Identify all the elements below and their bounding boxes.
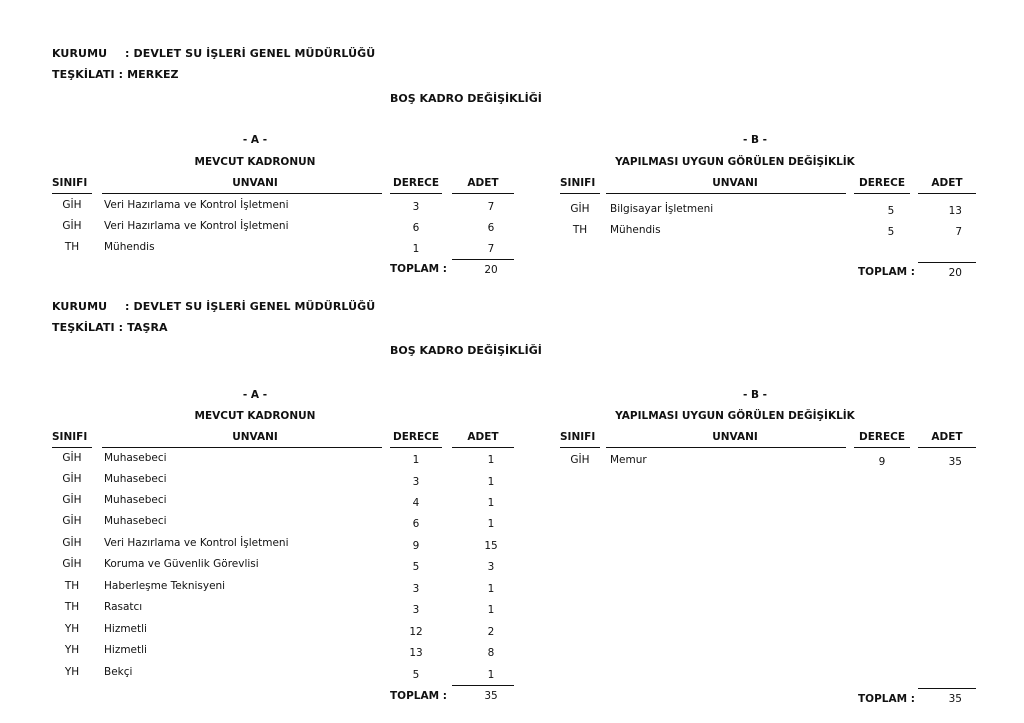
kurum-label: KURUMU xyxy=(52,300,108,313)
panel-b-heading: YAPILMASI UYGUN GÖRÜLEN DEĞİŞİKLİK xyxy=(615,156,855,168)
cell-unvani: Memur xyxy=(610,454,647,466)
cell-adet: 15 xyxy=(484,540,498,552)
cell-derece: 1 xyxy=(412,243,420,255)
col-header-sinifi: SINIFI xyxy=(560,431,596,443)
total-rule xyxy=(918,262,976,263)
col-header-adet: ADET xyxy=(931,177,963,189)
col-header-adet: ADET xyxy=(467,177,499,189)
cell-adet: 1 xyxy=(487,583,495,595)
total-value: 20 xyxy=(484,264,498,276)
header-rule xyxy=(102,447,382,448)
cell-adet: 1 xyxy=(487,604,495,616)
col-header-adet: ADET xyxy=(931,431,963,443)
header-rule xyxy=(854,193,910,194)
cell-sinifi: GİH xyxy=(62,537,82,549)
cell-derece: 5 xyxy=(887,226,895,238)
cell-derece: 6 xyxy=(412,222,420,234)
cell-adet: 1 xyxy=(487,669,495,681)
cell-adet: 2 xyxy=(487,626,495,638)
cell-adet: 7 xyxy=(487,201,495,213)
teskilat-line xyxy=(52,321,168,334)
total-rule xyxy=(452,685,514,686)
header-rule xyxy=(606,447,846,448)
cell-unvani: Veri Hazırlama ve Kontrol İşletmeni xyxy=(104,537,289,549)
panel-b-marker: - B - xyxy=(742,134,768,146)
cell-sinifi: GİH xyxy=(62,473,82,485)
cell-sinifi: TH xyxy=(64,241,80,253)
col-header-unvani: UNVANI xyxy=(232,431,278,443)
header-rule xyxy=(452,447,514,448)
cell-unvani: Bilgisayar İşletmeni xyxy=(610,203,714,215)
cell-unvani: Hizmetli xyxy=(104,623,147,635)
cell-sinifi: GİH xyxy=(570,203,590,215)
kurum-label: KURUMU xyxy=(52,47,108,60)
cell-adet: 35 xyxy=(948,456,962,468)
cell-unvani: Muhasebeci xyxy=(104,494,167,506)
total-rule xyxy=(918,688,976,689)
cell-sinifi: GİH xyxy=(62,515,82,527)
cell-derece: 3 xyxy=(412,201,420,213)
panel-a-marker: - A - xyxy=(242,389,268,401)
col-header-derece: DERECE xyxy=(858,431,906,443)
cell-unvani: Rasatcı xyxy=(104,601,143,613)
page-title: BOŞ KADRO DEĞİŞİKLİĞİ xyxy=(390,92,542,105)
header-rule xyxy=(560,193,600,194)
col-header-unvani: UNVANI xyxy=(712,431,758,443)
cell-derece: 3 xyxy=(412,476,420,488)
total-value: 20 xyxy=(948,267,962,279)
total-value: 35 xyxy=(948,693,962,705)
cell-derece: 12 xyxy=(409,626,423,638)
teskilat-value: TAŞRA xyxy=(127,321,168,334)
header-rule xyxy=(918,193,976,194)
cell-derece: 4 xyxy=(412,497,420,509)
panel-a-marker: - A - xyxy=(242,134,268,146)
kurum-sep: : xyxy=(125,300,130,313)
cell-derece: 6 xyxy=(412,518,420,530)
cell-unvani: Haberleşme Teknisyeni xyxy=(104,580,226,592)
header-rule xyxy=(560,447,600,448)
cell-adet: 3 xyxy=(487,561,495,573)
kurum-line xyxy=(52,300,375,313)
col-header-sinifi: SINIFI xyxy=(52,431,88,443)
cell-derece: 9 xyxy=(878,456,886,468)
cell-sinifi: TH xyxy=(572,224,588,236)
cell-unvani: Mühendis xyxy=(104,241,155,253)
header-rule xyxy=(52,193,92,194)
col-header-unvani: UNVANI xyxy=(712,177,758,189)
cell-adet: 7 xyxy=(487,243,495,255)
total-value: 35 xyxy=(484,690,498,702)
cell-sinifi: YH xyxy=(64,644,80,656)
cell-sinifi: YH xyxy=(64,666,80,678)
cell-derece: 5 xyxy=(412,561,420,573)
cell-unvani: Muhasebeci xyxy=(104,473,167,485)
header-rule xyxy=(390,193,442,194)
cell-unvani: Muhasebeci xyxy=(104,452,167,464)
panel-b-heading: YAPILMASI UYGUN GÖRÜLEN DEĞİŞİKLİK xyxy=(615,410,855,422)
panel-a-heading: MEVCUT KADRONUN xyxy=(194,410,316,422)
cell-unvani: Veri Hazırlama ve Kontrol İşletmeni xyxy=(104,220,289,232)
kurum-value: DEVLET SU İŞLERİ GENEL MÜDÜRLÜĞÜ xyxy=(133,47,376,60)
cell-unvani: Muhasebeci xyxy=(104,515,167,527)
cell-adet: 1 xyxy=(487,454,495,466)
col-header-sinifi: SINIFI xyxy=(52,177,88,189)
header-rule xyxy=(52,447,92,448)
col-header-unvani: UNVANI xyxy=(232,177,278,189)
cell-sinifi: GİH xyxy=(62,494,82,506)
cell-sinifi: YH xyxy=(64,623,80,635)
col-header-derece: DERECE xyxy=(858,177,906,189)
cell-derece: 9 xyxy=(412,540,420,552)
cell-unvani: Mühendis xyxy=(610,224,661,236)
total-rule xyxy=(452,259,514,260)
col-header-derece: DERECE xyxy=(392,177,440,189)
cell-sinifi: GİH xyxy=(62,220,82,232)
total-label: TOPLAM : xyxy=(390,263,447,275)
header-rule xyxy=(390,447,442,448)
cell-unvani: Koruma ve Güvenlik Görevlisi xyxy=(104,558,259,570)
cell-adet: 13 xyxy=(948,205,962,217)
cell-derece: 3 xyxy=(412,604,420,616)
cell-unvani: Bekçi xyxy=(104,666,133,678)
total-label: TOPLAM : xyxy=(858,693,915,705)
cell-derece: 5 xyxy=(412,669,420,681)
cell-derece: 13 xyxy=(409,647,423,659)
cell-adet: 8 xyxy=(487,647,495,659)
kurum-value: DEVLET SU İŞLERİ GENEL MÜDÜRLÜĞÜ xyxy=(133,300,376,313)
teskilat-label: TEŞKİLATI : xyxy=(52,321,124,334)
total-label: TOPLAM : xyxy=(390,690,447,702)
teskilat-value: MERKEZ xyxy=(127,68,179,81)
cell-adet: 7 xyxy=(955,226,962,238)
header-rule xyxy=(918,447,976,448)
cell-derece: 1 xyxy=(412,454,420,466)
cell-sinifi: TH xyxy=(64,601,80,613)
header-rule xyxy=(102,193,382,194)
kurum-sep: : xyxy=(125,47,130,60)
cell-adet: 1 xyxy=(487,497,495,509)
cell-adet: 1 xyxy=(487,476,495,488)
teskilat-line xyxy=(52,68,179,81)
cell-derece: 3 xyxy=(412,583,420,595)
cell-adet: 1 xyxy=(487,518,495,530)
panel-a-heading: MEVCUT KADRONUN xyxy=(194,156,316,168)
panel-b-marker: - B - xyxy=(742,389,768,401)
cell-sinifi: GİH xyxy=(62,199,82,211)
col-header-adet: ADET xyxy=(467,431,499,443)
header-rule xyxy=(452,193,514,194)
cell-adet: 6 xyxy=(487,222,495,234)
teskilat-label: TEŞKİLATI : xyxy=(52,68,124,81)
total-label: TOPLAM : xyxy=(858,266,915,278)
col-header-derece: DERECE xyxy=(392,431,440,443)
cell-sinifi: GİH xyxy=(570,454,590,466)
cell-derece: 5 xyxy=(887,205,895,217)
header-rule xyxy=(606,193,846,194)
cell-sinifi: GİH xyxy=(62,452,82,464)
page-title: BOŞ KADRO DEĞİŞİKLİĞİ xyxy=(390,344,542,357)
cell-sinifi: TH xyxy=(64,580,80,592)
col-header-sinifi: SINIFI xyxy=(560,177,596,189)
cell-unvani: Veri Hazırlama ve Kontrol İşletmeni xyxy=(104,199,289,211)
cell-unvani: Hizmetli xyxy=(104,644,147,656)
header-rule xyxy=(854,447,910,448)
cell-sinifi: GİH xyxy=(62,558,82,570)
kurum-line xyxy=(52,47,375,60)
